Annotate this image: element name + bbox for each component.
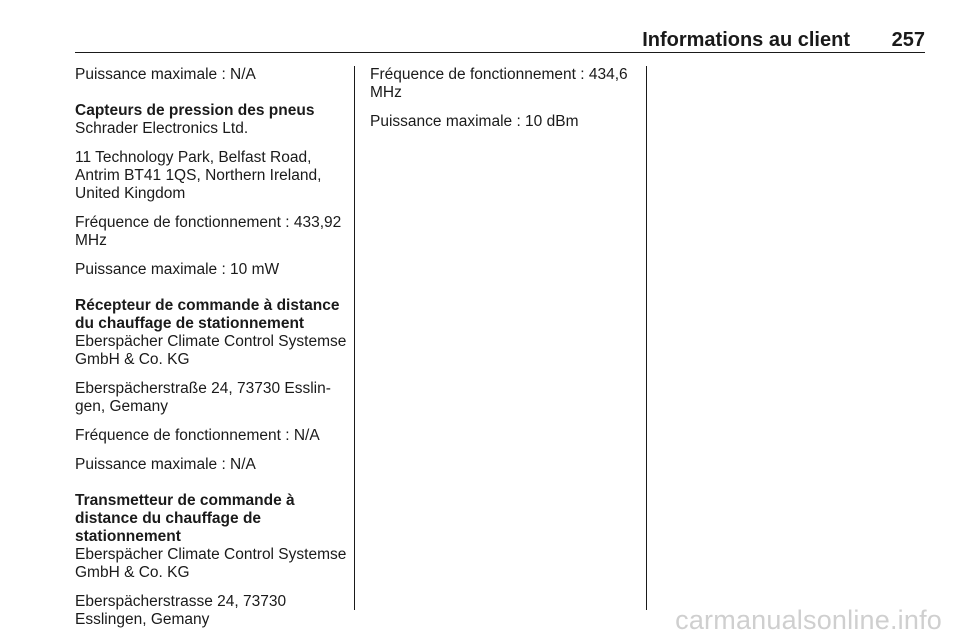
text-column-left — [75, 66, 347, 640]
page-header — [75, 28, 925, 53]
header-title: Informations au client — [642, 29, 850, 51]
section-heading-heater-transmitter: Transmetteur de commande à distance du chauffage de stationnement — [75, 492, 295, 545]
column-divider — [354, 66, 355, 610]
address-text: Eberspächerstraße 24, 73730 Esslin-gen, Gemany — [75, 380, 331, 415]
frequency-text: Fréquence de fonctionnement : 434,6 MHz — [370, 66, 628, 101]
manufacturer-text: Schrader Electronics Ltd. — [75, 120, 249, 137]
power-text: Puissance maximale : N/A — [75, 66, 256, 83]
text-column-middle — [370, 66, 640, 142]
address-text: Eberspächerstrasse 24, 73730 Esslingen, Gemany — [75, 593, 287, 628]
power-text: Puissance maximale : N/A — [75, 456, 256, 473]
section-heading-tire-pressure: Capteurs de pression des pneus — [75, 102, 315, 119]
power-text: Puissance maximale : 10 mW — [75, 261, 280, 278]
column-divider — [646, 66, 647, 610]
power-text: Puissance maximale : 10 dBm — [370, 113, 579, 130]
frequency-text: Fréquence de fonctionnement : 433,92 MHz — [75, 214, 342, 249]
section-heading-heater-receiver: Récepteur de commande à distance du chauffage de stationnement — [75, 297, 340, 332]
page-number: 257 — [891, 29, 925, 51]
frequency-text: Fréquence de fonctionnement : N/A — [75, 427, 320, 444]
address-text: 11 Technology Park, Belfast Road, Antrim BT41 1QS, Northern Ireland, United Kingdom — [75, 149, 322, 202]
manufacturer-text: Eberspächer Climate Control Systemse GmbH & Co. KG — [75, 333, 347, 368]
watermark-text: carmanualsonline.info — [675, 605, 942, 635]
manufacturer-text: Eberspächer Climate Control Systemse GmbH & Co. KG — [75, 546, 347, 581]
